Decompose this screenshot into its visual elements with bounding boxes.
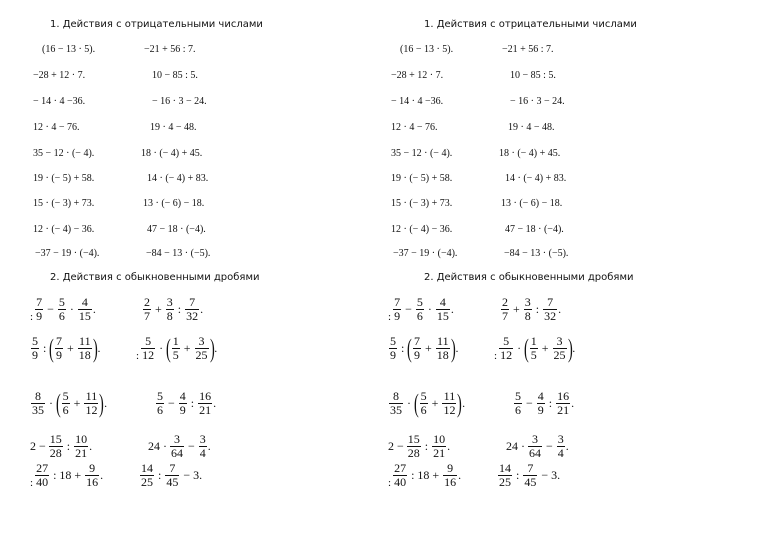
expression: −84 − 13 · (−5). [146, 248, 211, 259]
expression: − 14 · 4 −36. [391, 96, 444, 107]
fraction-expression: $\frac{5}{6}$ − $\frac{4}{9}$ : $\frac{16}{21}$ . [157, 389, 217, 417]
section-2-heading: 2. Действия с обыкновенными дробями [50, 272, 260, 283]
fraction-expression: : $\frac{27}{40}$ : 18 + $\frac{9}{16}$ . [388, 461, 462, 489]
fraction-expression: 24 · $\frac{3}{64}$ − $\frac{3}{4}$ . [506, 432, 569, 460]
expression: −37 − 19 · (−4). [393, 248, 458, 259]
expression: − 14 · 4 −36. [33, 96, 86, 107]
expression: 14 · (− 4) + 83. [505, 173, 567, 184]
fraction-expression: : $\frac{7}{9}$ − $\frac{5}{6}$ · $\frac{4}{15}$ . [30, 295, 96, 323]
worksheet-left [0, 0, 360, 543]
expression: (16 − 13 · 5). [42, 44, 96, 55]
expression: 18 · (− 4) + 45. [141, 148, 203, 159]
expression: 14 · (− 4) + 83. [147, 173, 209, 184]
expression: −21 + 56 : 7. [502, 44, 554, 55]
section-1-heading: 1. Действия с отрицательными числами [424, 19, 637, 30]
expression: 10 − 85 : 5. [152, 70, 198, 81]
fraction-expression: $\frac{8}{35}$ · ( $\frac{5}{6}$ + $\frac{11}{12}$ ) . [32, 388, 108, 418]
expression: 47 − 18 · (−4). [505, 224, 564, 235]
expression: 15 · (− 3) + 73. [391, 198, 453, 209]
expression: 19 · 4 − 48. [508, 122, 555, 133]
expression: 19 · 4 − 48. [150, 122, 197, 133]
fraction-expression: : $\frac{7}{9}$ − $\frac{5}{6}$ · $\frac{4}{15}$ . [388, 295, 454, 323]
expression: −28 + 12 · 7. [33, 70, 86, 81]
fraction-expression: 2 − $\frac{15}{28}$ : $\frac{10}{21}$ . [30, 432, 93, 460]
expression: − 16 · 3 − 24. [510, 96, 565, 107]
expression: 13 · (− 6) − 18. [501, 198, 563, 209]
expression: 19 · (− 5) + 58. [391, 173, 453, 184]
expression: 12 · 4 − 76. [33, 122, 80, 133]
expression: 18 · (− 4) + 45. [499, 148, 561, 159]
expression: 35 − 12 · (− 4). [33, 148, 95, 159]
worksheet-right [358, 0, 718, 543]
expression: (16 − 13 · 5). [400, 44, 454, 55]
fraction-expression: $\frac{5}{9}$ : ( $\frac{7}{9}$ + $\frac{11}{18}$ ) . [32, 333, 101, 363]
expression: −21 + 56 : 7. [144, 44, 196, 55]
expression: 47 − 18 · (−4). [147, 224, 206, 235]
fraction-expression: $\frac{2}{7}$ + $\frac{3}{8}$ : $\frac{7}{32}$ . [144, 295, 204, 323]
fraction-expression: 2 − $\frac{15}{28}$ : $\frac{10}{21}$ . [388, 432, 451, 460]
expression: 12 · 4 − 76. [391, 122, 438, 133]
expression: 13 · (− 6) − 18. [143, 198, 205, 209]
expression: −37 − 19 · (−4). [35, 248, 100, 259]
expression: 12 · (− 4) − 36. [391, 224, 453, 235]
fraction-expression: $\frac{5}{9}$ : ( $\frac{7}{9}$ + $\frac{11}{18}$ ) . [390, 333, 459, 363]
expression: − 16 · 3 − 24. [152, 96, 207, 107]
expression: −28 + 12 · 7. [391, 70, 444, 81]
fraction-expression: $\frac{8}{35}$ · ( $\frac{5}{6}$ + $\frac{11}{12}$ ) . [390, 388, 466, 418]
fraction-expression: $\frac{14}{25}$ : $\frac{7}{45}$ − 3. [141, 461, 203, 489]
expression: 35 − 12 · (− 4). [391, 148, 453, 159]
fraction-expression: : $\frac{5}{12}$ · ( $\frac{1}{5}$ + $\frac{3}{25}$ ) . [494, 333, 576, 363]
section-2-heading: 2. Действия с обыкновенными дробями [424, 272, 634, 283]
expression: −84 − 13 · (−5). [504, 248, 569, 259]
expression: 10 − 85 : 5. [510, 70, 556, 81]
expression: 19 · (− 5) + 58. [33, 173, 95, 184]
expression: 12 · (− 4) − 36. [33, 224, 95, 235]
fraction-expression: $\frac{2}{7}$ + $\frac{3}{8}$ : $\frac{7}{32}$ . [502, 295, 562, 323]
section-1-heading: 1. Действия с отрицательными числами [50, 19, 263, 30]
fraction-expression: $\frac{14}{25}$ : $\frac{7}{45}$ − 3. [499, 461, 561, 489]
fraction-expression: 24 · $\frac{3}{64}$ − $\frac{3}{4}$ . [148, 432, 211, 460]
expression: 15 · (− 3) + 73. [33, 198, 95, 209]
fraction-expression: $\frac{5}{6}$ − $\frac{4}{9}$ : $\frac{16}{21}$ . [515, 389, 575, 417]
fraction-expression: : $\frac{5}{12}$ · ( $\frac{1}{5}$ + $\frac{3}{25}$ ) . [136, 333, 218, 363]
fraction-expression: : $\frac{27}{40}$ : 18 + $\frac{9}{16}$ . [30, 461, 104, 489]
